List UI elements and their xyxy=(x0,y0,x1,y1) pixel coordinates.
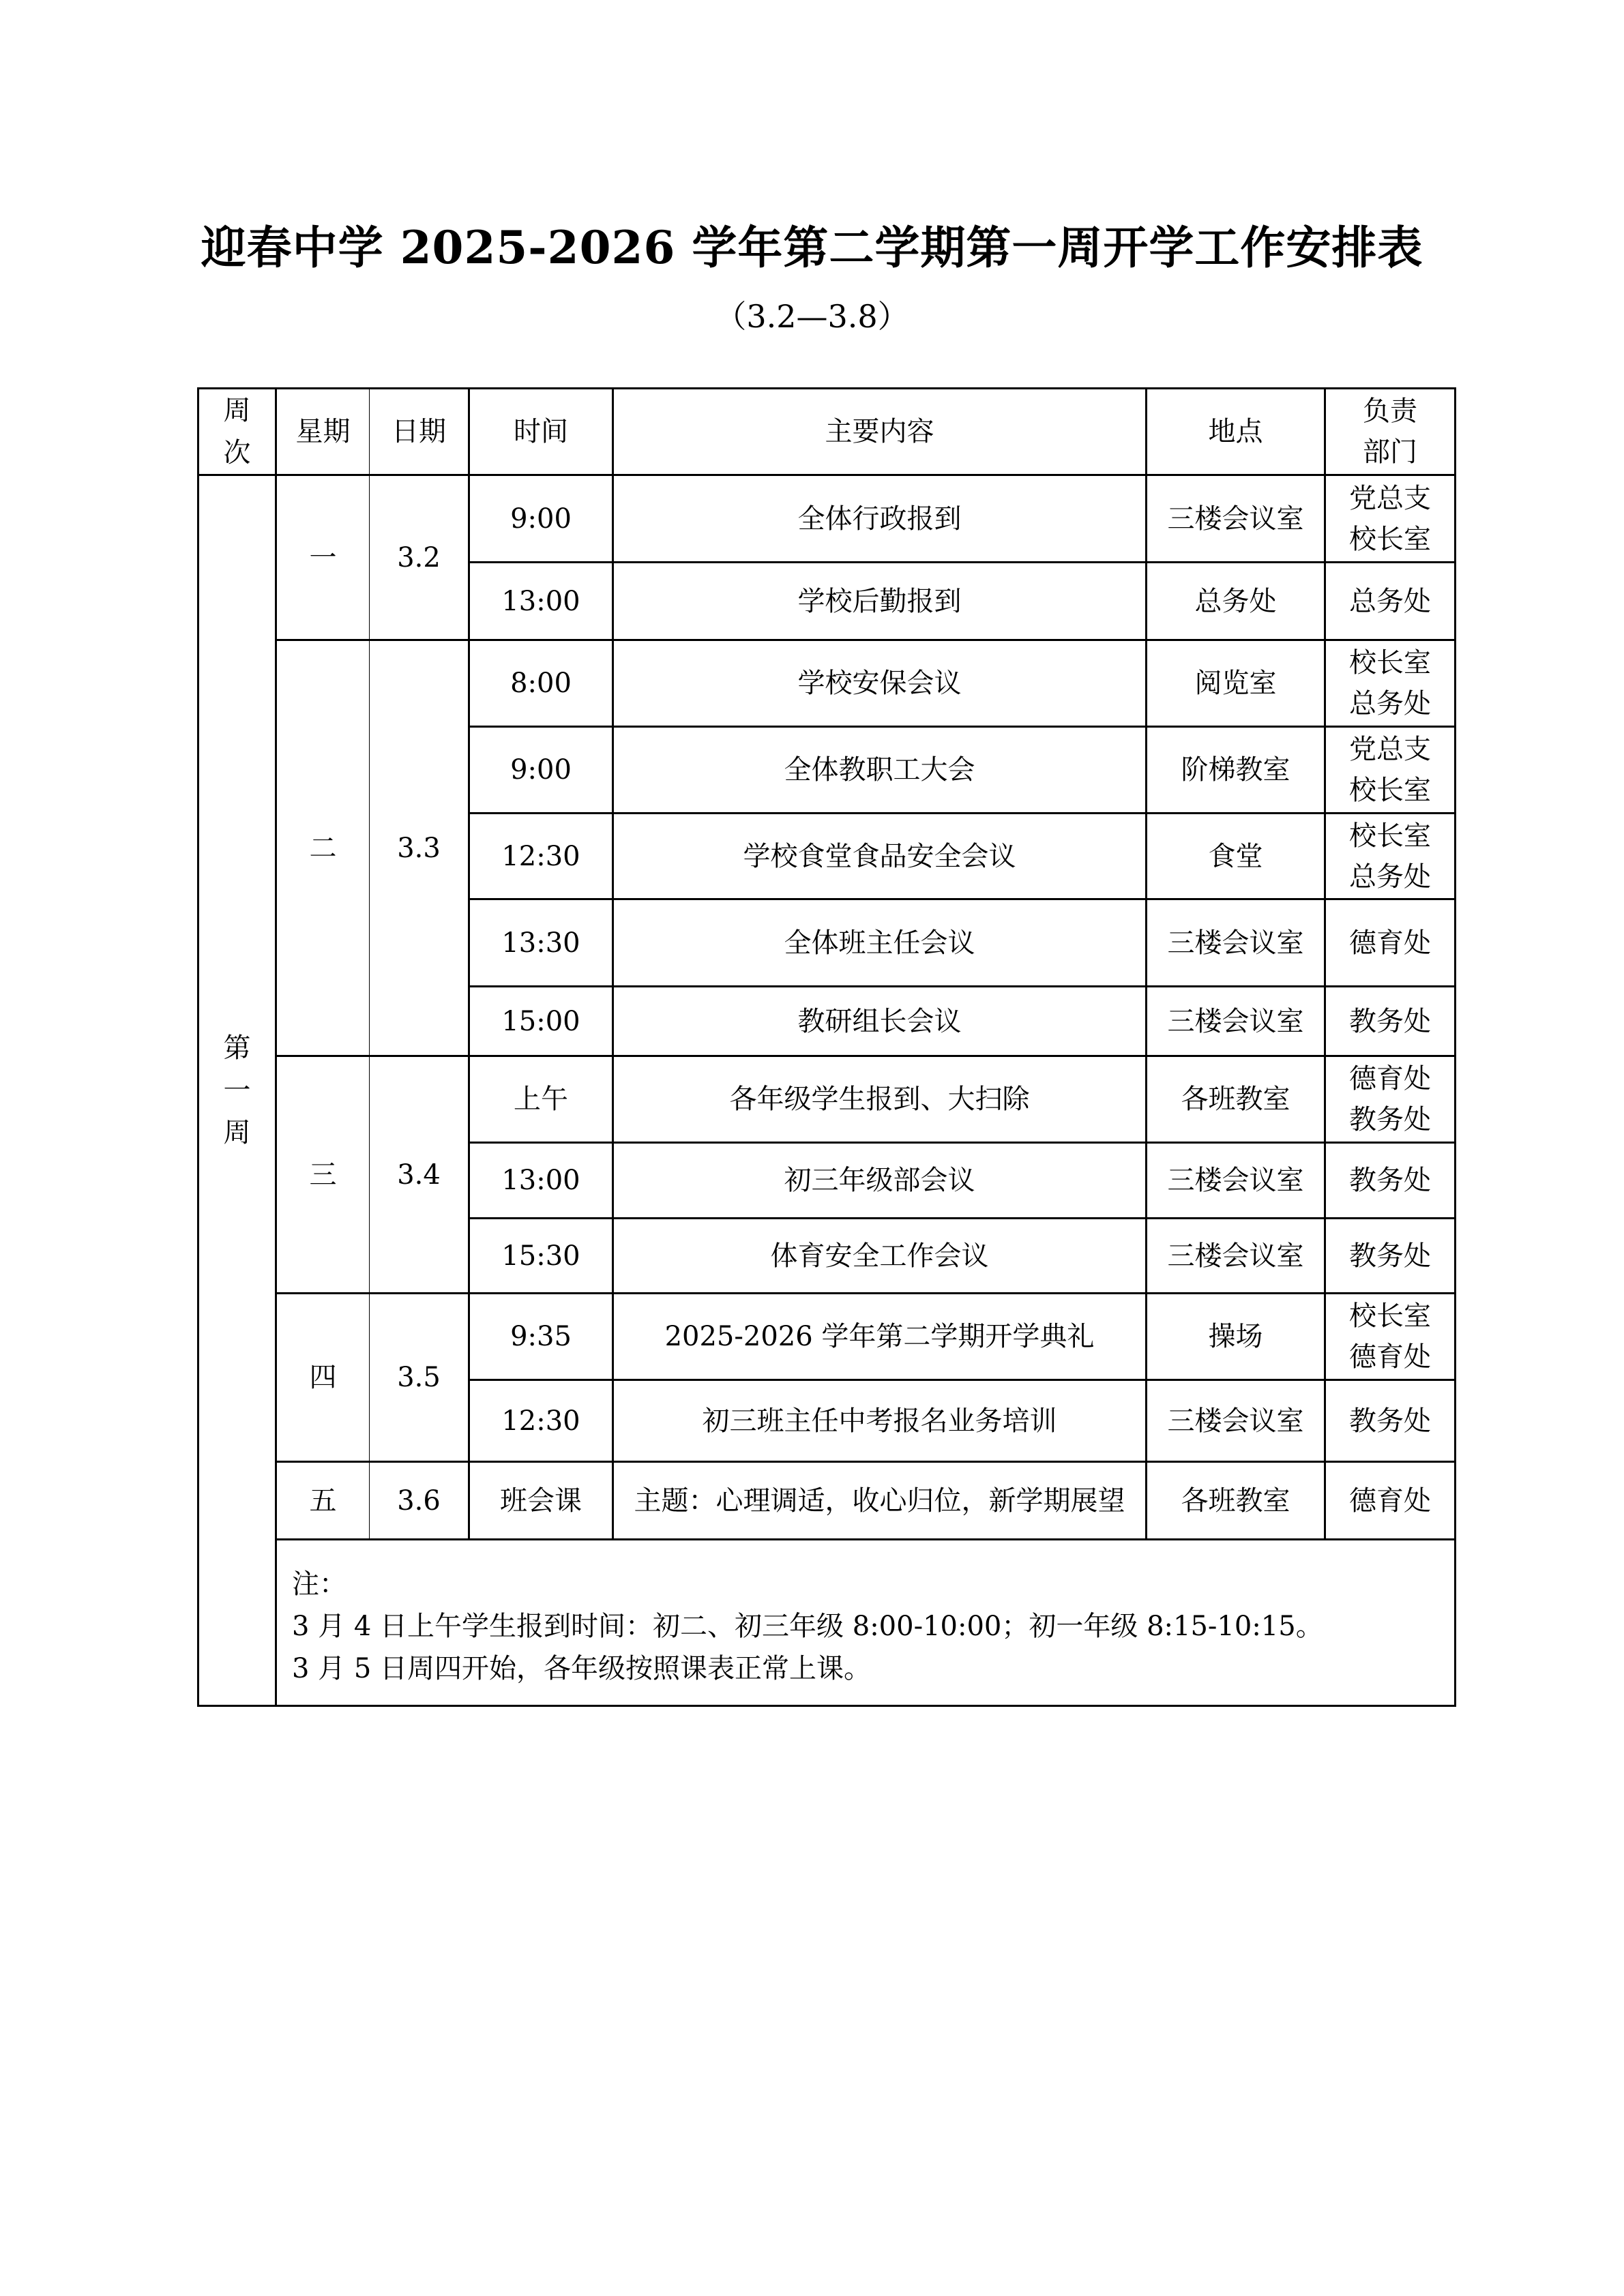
time-cell: 8:00 xyxy=(469,640,613,727)
content-cell: 初三班主任中考报名业务培训 xyxy=(613,1380,1147,1462)
header-date: 日期 xyxy=(370,389,469,475)
dept-cell: 教务处 xyxy=(1325,987,1456,1056)
location-cell: 总务处 xyxy=(1147,563,1325,640)
table-row xyxy=(198,475,1456,563)
header-week: 周次 xyxy=(198,389,276,475)
location-cell: 三楼会议室 xyxy=(1147,1380,1325,1462)
time-cell: 15:00 xyxy=(469,987,613,1056)
content-cell: 各年级学生报到、大扫除 xyxy=(613,1056,1147,1143)
time-cell: 12:30 xyxy=(469,814,613,899)
notes-row xyxy=(198,1540,1456,1706)
content-cell: 初三年级部会议 xyxy=(613,1143,1147,1219)
dept-cell: 党总支 校长室 xyxy=(1325,475,1456,563)
weekday-cell: 四 xyxy=(276,1294,370,1462)
date-cell: 3.2 xyxy=(370,475,469,640)
time-cell: 15:30 xyxy=(469,1219,613,1294)
content-cell: 学校安保会议 xyxy=(613,640,1147,727)
header-dept: 负责 部门 xyxy=(1325,389,1456,475)
date-cell: 3.3 xyxy=(370,640,469,1056)
header-time: 时间 xyxy=(469,389,613,475)
date-cell: 3.4 xyxy=(370,1056,469,1294)
time-cell: 9:00 xyxy=(469,475,613,563)
time-cell: 13:30 xyxy=(469,899,613,987)
dept-cell: 德育处 xyxy=(1325,1462,1456,1540)
table-header-row xyxy=(198,389,1456,475)
dept-cell: 校长室 德育处 xyxy=(1325,1294,1456,1380)
week-label: 第一周 xyxy=(198,475,276,1706)
date-cell: 3.5 xyxy=(370,1294,469,1462)
dept-cell: 总务处 xyxy=(1325,563,1456,640)
notes-line: 3 月 4 日上午学生报到时间：初二、初三年级 8:00-10:00；初一年级 8:15-10:15。 xyxy=(292,1610,1323,1642)
weekday-cell: 二 xyxy=(276,640,370,1056)
location-cell: 操场 xyxy=(1147,1294,1325,1380)
weekday-cell: 三 xyxy=(276,1056,370,1294)
dept-cell: 教务处 xyxy=(1325,1219,1456,1294)
location-cell: 三楼会议室 xyxy=(1147,1219,1325,1294)
dept-cell: 德育处 教务处 xyxy=(1325,1056,1456,1143)
date-range-subtitle: （3.2—3.8） xyxy=(715,298,909,335)
notes-cell xyxy=(276,1540,1456,1706)
header-location: 地点 xyxy=(1147,389,1325,475)
table-row xyxy=(198,1462,1456,1540)
dept-cell: 德育处 xyxy=(1325,899,1456,987)
location-cell: 三楼会议室 xyxy=(1147,899,1325,987)
location-cell: 三楼会议室 xyxy=(1147,1143,1325,1219)
time-cell: 12:30 xyxy=(469,1380,613,1462)
content-cell: 全体班主任会议 xyxy=(613,899,1147,987)
table-row xyxy=(198,1056,1456,1143)
notes-line: 3 月 5 日周四开始，各年级按照课表正常上课。 xyxy=(292,1652,872,1684)
content-cell: 学校后勤报到 xyxy=(613,563,1147,640)
table-row xyxy=(198,640,1456,727)
dept-cell: 教务处 xyxy=(1325,1380,1456,1462)
schedule-table xyxy=(197,387,1456,1707)
time-cell: 上午 xyxy=(469,1056,613,1143)
notes-label: 注： xyxy=(292,1568,346,1600)
time-cell: 13:00 xyxy=(469,563,613,640)
header-weekday: 星期 xyxy=(276,389,370,475)
location-cell: 各班教室 xyxy=(1147,1056,1325,1143)
content-cell: 2025-2026 学年第二学期开学典礼 xyxy=(613,1294,1147,1380)
location-cell: 各班教室 xyxy=(1147,1462,1325,1540)
date-cell: 3.6 xyxy=(370,1462,469,1540)
content-cell: 主题：心理调适，收心归位，新学期展望 xyxy=(613,1462,1147,1540)
content-cell: 体育安全工作会议 xyxy=(613,1219,1147,1294)
dept-cell: 教务处 xyxy=(1325,1143,1456,1219)
location-cell: 阶梯教室 xyxy=(1147,727,1325,814)
location-cell: 三楼会议室 xyxy=(1147,987,1325,1056)
content-cell: 全体教职工大会 xyxy=(613,727,1147,814)
location-cell: 三楼会议室 xyxy=(1147,475,1325,563)
time-cell: 9:35 xyxy=(469,1294,613,1380)
dept-cell: 党总支 校长室 xyxy=(1325,727,1456,814)
time-cell: 班会课 xyxy=(469,1462,613,1540)
time-cell: 9:00 xyxy=(469,727,613,814)
document-title: 迎春中学 2025-2026 学年第二学期第一周开学工作安排表 xyxy=(201,221,1423,274)
location-cell: 食堂 xyxy=(1147,814,1325,899)
weekday-cell: 五 xyxy=(276,1462,370,1540)
time-cell: 13:00 xyxy=(469,1143,613,1219)
dept-cell: 校长室 总务处 xyxy=(1325,640,1456,727)
dept-cell: 校长室 总务处 xyxy=(1325,814,1456,899)
weekday-cell: 一 xyxy=(276,475,370,640)
location-cell: 阅览室 xyxy=(1147,640,1325,727)
content-cell: 教研组长会议 xyxy=(613,987,1147,1056)
content-cell: 全体行政报到 xyxy=(613,475,1147,563)
content-cell: 学校食堂食品安全会议 xyxy=(613,814,1147,899)
header-content: 主要内容 xyxy=(613,389,1147,475)
table-row xyxy=(198,1294,1456,1380)
